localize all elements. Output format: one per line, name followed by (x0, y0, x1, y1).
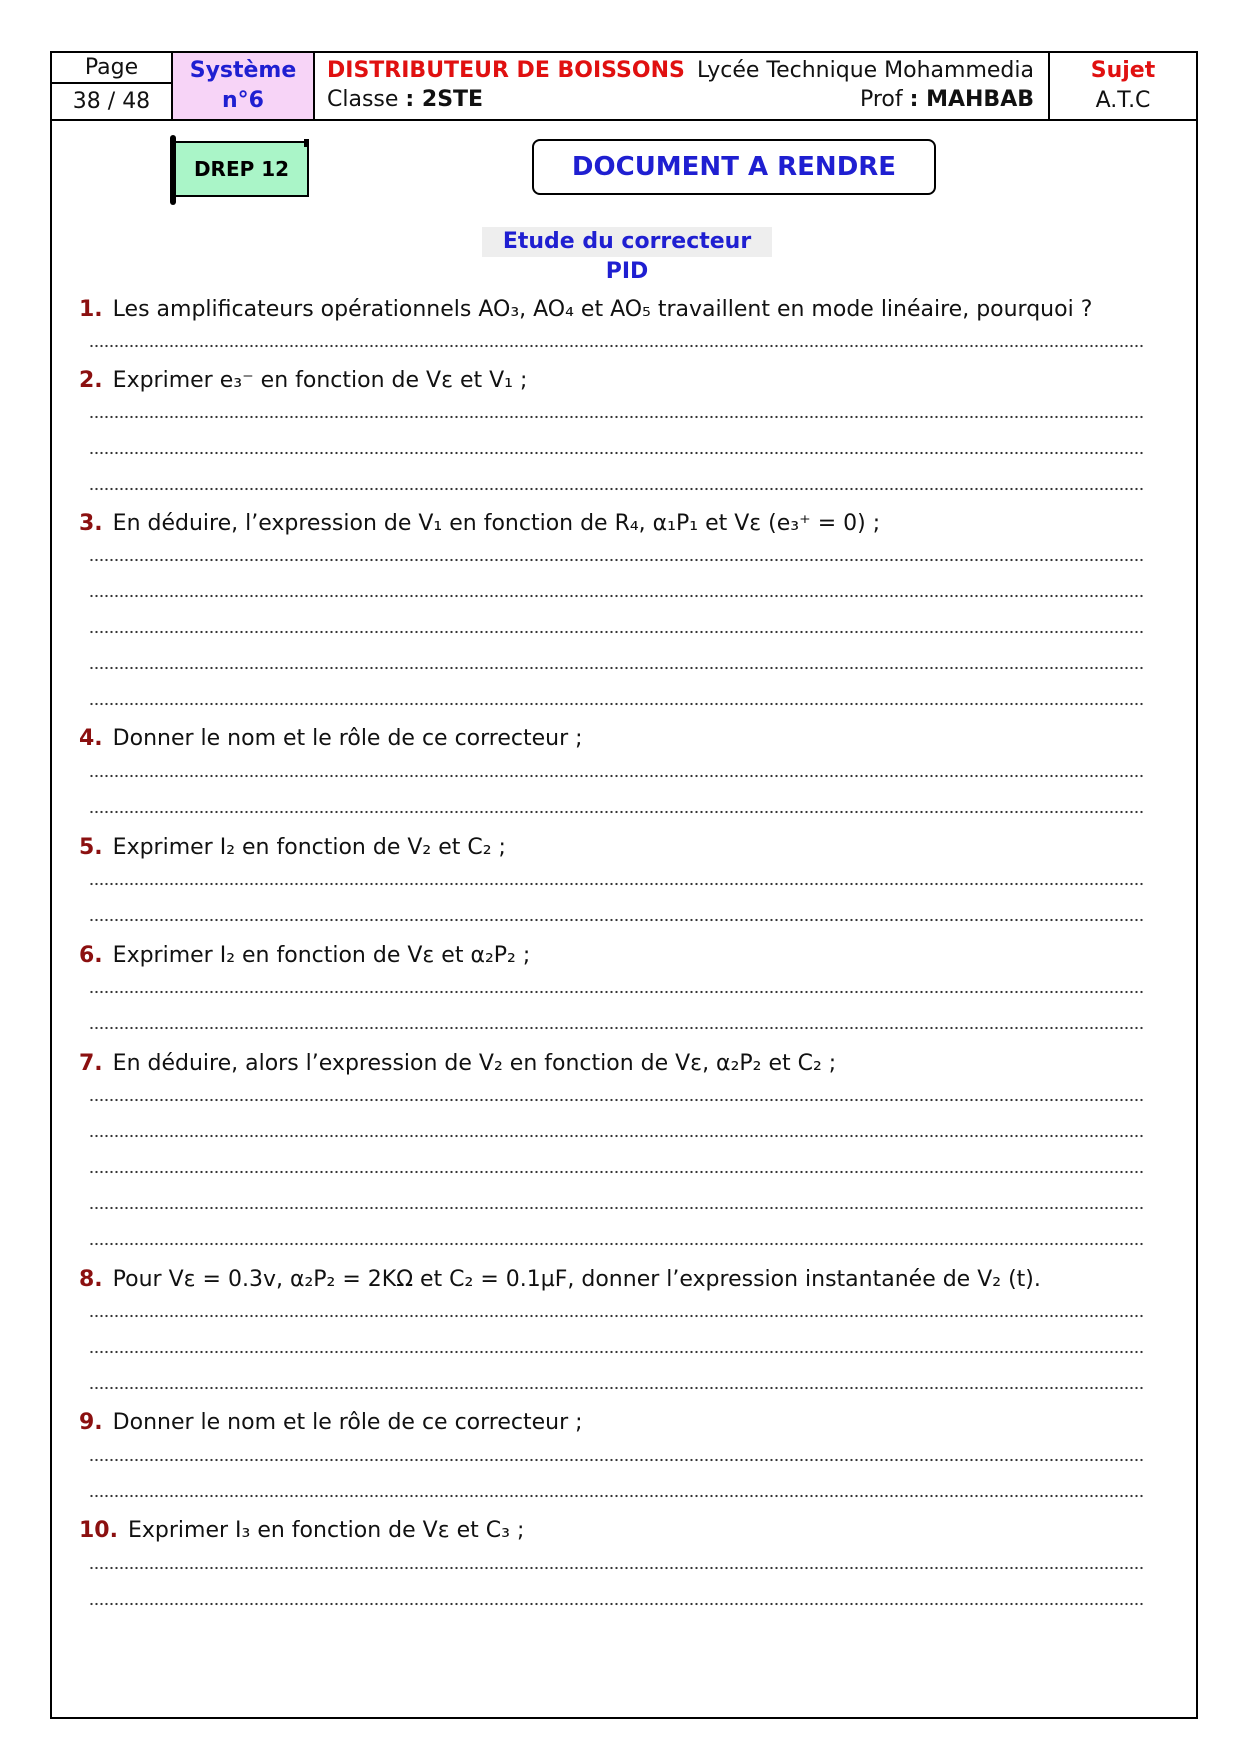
subject-value: A.T.C (1095, 88, 1151, 113)
answer-line[interactable] (89, 594, 1145, 598)
answer-line[interactable] (89, 702, 1145, 706)
answer-line[interactable] (89, 1458, 1145, 1462)
header-table (52, 53, 1196, 121)
system-label: Système (189, 58, 297, 83)
page-frame (50, 51, 1198, 1719)
question-7: 7. En déduire, alors l’expression de V₂ en fonction de Vε, α₂P₂ et C₂ ; (79, 1051, 837, 1076)
answer-line[interactable] (89, 1314, 1145, 1318)
answer-line[interactable] (89, 1602, 1145, 1606)
page-cell (52, 53, 173, 119)
answer-line[interactable] (89, 882, 1145, 886)
question-9: 9. Donner le nom et le rôle de ce correcteur ; (79, 1410, 583, 1435)
answer-line[interactable] (89, 1566, 1145, 1570)
document-title-box: DOCUMENT A RENDRE (532, 139, 936, 195)
document-system-title: DISTRIBUTEUR DE BOISSONS (327, 58, 685, 83)
answer-line[interactable] (89, 451, 1145, 455)
answer-line[interactable] (89, 666, 1145, 670)
system-number: n°6 (222, 88, 264, 113)
answer-line[interactable] (89, 1206, 1145, 1210)
question-1: 1. Les amplificateurs opérationnels AO₃, AO₄ et AO₅ travaillent en mode linéaire, pourquoi ? (79, 297, 1093, 322)
answer-line[interactable] (89, 344, 1145, 348)
question-4: 4. Donner le nom et le rôle de ce correcteur ; (79, 726, 583, 751)
question-5: 5. Exprimer I₂ en fonction de V₂ et C₂ ; (79, 835, 506, 860)
question-2: 2. Exprimer e₃⁻ en fonction de Vε et V₁ ; (79, 368, 528, 393)
question-3: 3. En déduire, l’expression de V₁ en fonction de R₄, α₁P₁ et Vε (e₃⁺ = 0) ; (79, 511, 881, 536)
answer-line[interactable] (89, 1026, 1145, 1030)
class-value: 2STE (421, 87, 484, 112)
answer-line[interactable] (89, 415, 1145, 419)
answer-line[interactable] (89, 1242, 1145, 1246)
answer-line[interactable] (89, 810, 1145, 814)
class-label: Classe (327, 87, 399, 112)
answer-line[interactable] (89, 558, 1145, 562)
answer-line[interactable] (89, 487, 1145, 491)
answer-line[interactable] (89, 774, 1145, 778)
answer-line[interactable] (89, 1350, 1145, 1354)
system-cell (173, 53, 315, 119)
question-8: 8. Pour Vε = 0.3v, α₂P₂ = 2KΩ et C₂ = 0.1µF, donner l’expression instantanée de V₂ (t). (79, 1267, 1041, 1292)
answer-line[interactable] (89, 1386, 1145, 1390)
prof-label: Prof (859, 87, 903, 112)
subject-label: Sujet (1090, 58, 1156, 83)
prof-value: MAHBAB (926, 87, 1034, 112)
school-name: Lycée Technique Mohammedia (696, 58, 1034, 83)
answer-line[interactable] (89, 918, 1145, 922)
answer-line[interactable] (89, 1494, 1145, 1498)
prof-info: Prof : MAHBAB (859, 87, 1034, 112)
answer-line[interactable] (89, 1170, 1145, 1174)
title-cell (315, 53, 1050, 119)
drep-badge: DREP 12 (170, 141, 309, 197)
class-info: Classe : 2STE (327, 87, 484, 112)
section-title: Etude du correcteur PID (482, 227, 772, 257)
answer-line[interactable] (89, 630, 1145, 634)
subject-cell (1050, 53, 1196, 119)
answer-line[interactable] (89, 1134, 1145, 1138)
answer-line[interactable] (89, 1098, 1145, 1102)
question-6: 6. Exprimer I₂ en fonction de Vε et α₂P₂ ; (79, 943, 531, 968)
page-label: Page (52, 53, 171, 84)
page-number: 38 / 48 (72, 89, 151, 114)
answer-line[interactable] (89, 990, 1145, 994)
question-10: 10. Exprimer I₃ en fonction de Vε et C₃ ; (79, 1518, 525, 1543)
